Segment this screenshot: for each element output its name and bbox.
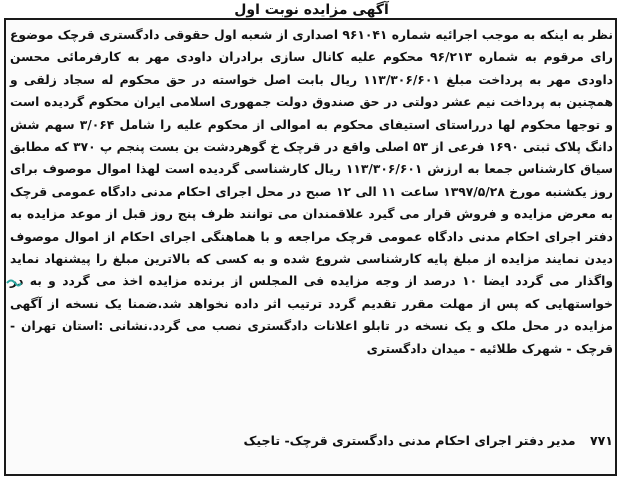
footer-signature: مدیر دفتر اجرای احکام مدنی دادگستری قرچک- تاجیک bbox=[243, 433, 576, 448]
footer-number: ۷۷۱ bbox=[589, 433, 613, 448]
notice-footer bbox=[10, 431, 613, 451]
notice-body: نظر به اینکه به موجب اجرائیه شماره ۹۶۱۰۴۱ اصداری از شعبه اول حقوقی دادگستری قرچک موضوع رای مرقوم به شماره ۹۶/۲۱۳ محکوم علیه کانال سازی برادران داودی مهر به کارفرمائی محسن داودی مهر به پرداخت مبلغ ۱۱۳/۳۰۶/۶۰۱ ریال بابت اصل خواسته در حق محکوم له سجاد زلقی و همچنین به پرداخت نیم عشر دولتی در حق صندوق دولت جمهوری اسلامی ایران محکوم گردیده است و توجها محکوم لها درراستای استیفای محکوم به اموالی از محکوم علیه را شامل ۳/۰۶۴ سهم شش دانگ پلاک ثبتی ۱۶۹۰ فرعی از ۵۳ اصلی واقع در قرچک خ گوهردشت بن بست پنجم پ ۳۷۰ که مطابق سیاق کارشناس جمعا به ارزش ۱۱۳/۳۰۶/۶۰۱ ریال کارشناسی گردیده است لهذا اموال موصوف برای روز یکشنبه مورخ ۱۳۹۷/۵/۲۸ ساعت ۱۱ الی ۱۲ صبح در محل اجرای احکام مدنی دادگاه عمومی قرچک به معرض مزایده و فروش قرار می گیرد علاقمندان می توانند ظرف پنج روز قبل از موعد مزایده به دفتر اجرای احکام مدنی دادگاه عمومی قرچک مراجعه و با هماهنگی اجرای احکام از اموال موصوف دیدن نمایند مزایده از مبلغ پایه کارشناسی شروع شده و به کسی که بالاترین مبلغ را پیشنهاد نماید واگذار می گردد ایضا ۱۰ درصد از وجه مزایده فی المجلس از برنده مزایده اخذ می گردد و به در خواستهایی که پس از مهلت مقرر تقدیم گردد ترتیب اثر داده نخواهد شد.ضمنا یک نسخه از آگهی مزایده در محل ملک و یک نسخه در تابلو اعلانات دادگستری نصب می گردد.نشانی :استان تهران - قرچک - شهرک طلائیه - میدان دادگستری bbox=[10, 28, 613, 356]
stray-mark-icon bbox=[6, 278, 22, 288]
notice-title: آگهی مزایده نوبت اول bbox=[234, 2, 389, 18]
